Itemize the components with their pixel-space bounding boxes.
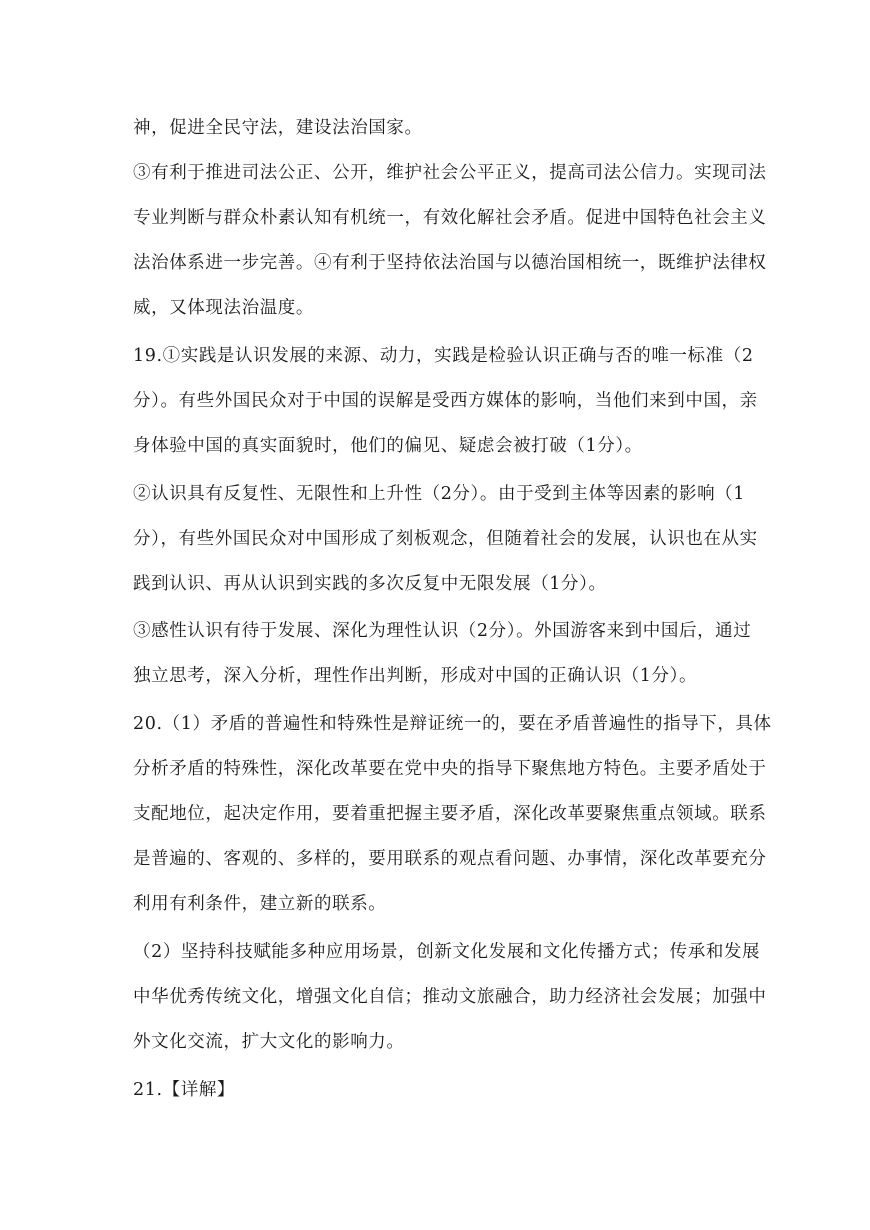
- text-line: 专业判断与群众朴素认知有机统一，有效化解社会矛盾。促进中国特色社会主义: [133, 208, 767, 228]
- text-line: 20.（1）矛盾的普遍性和特殊性是辩证统一的，要在矛盾普遍性的指导下，具体: [133, 714, 772, 734]
- text-line: 践到认识、再从认识到实践的多次反复中无限发展（1分）。: [133, 574, 607, 594]
- text-line: 威，又体现法治温度。: [133, 298, 314, 318]
- section-heading: 21.【详解】: [133, 1080, 236, 1100]
- text-line: ②认识具有反复性、无限性和上升性（2分）。由于受到主体等因素的影响（1: [133, 484, 746, 504]
- text-line: 是普遍的、客观的、多样的，要用联系的观点看问题、办事情，深化改革要充分: [133, 849, 767, 869]
- text-line: 中华优秀传统文化，增强文化自信；推动文旅融合，助力经济社会发展；加强中: [133, 987, 767, 1007]
- text-line: 支配地位，起决定作用，要着重把握主要矛盾，深化改革要聚焦重点领域。联系: [133, 804, 767, 824]
- text-line: ③感性认识有待于发展、深化为理性认识（2分）。外国游客来到中国后，通过: [133, 621, 752, 641]
- text-line: 分析矛盾的特殊性，深化改革要在党中央的指导下聚焦地方特色。主要矛盾处于: [133, 759, 767, 779]
- text-line: 利用有利条件，建立新的联系。: [133, 894, 387, 914]
- text-line: ③有利于推进司法公正、公开，维护社会公平正义，提高司法公信力。实现司法: [133, 163, 767, 183]
- text-line: 独立思考，深入分析，理性作出判断，形成对中国的正确认识（1分）。: [133, 666, 698, 686]
- text-line: 神，促进全民守法，建设法治国家。: [133, 118, 423, 138]
- text-line: 分）。有些外国民众对于中国的误解是受西方媒体的影响，当他们来到中国，亲: [133, 391, 758, 411]
- text-line: 19.①实践是认识发展的来源、动力，实践是检验认识正确与否的唯一标准（2: [133, 346, 754, 366]
- text-line: 分），有些外国民众对中国形成了刻板观念，但随着社会的发展，认识也在从实: [133, 529, 758, 549]
- text-line: 法治体系进一步完善。④有利于坚持依法治国与以德治国相统一，既维护法律权: [133, 253, 767, 273]
- text-line: 身体验中国的真实面貌时，他们的偏见、疑虑会被打破（1分）。: [133, 436, 643, 456]
- text-line: 外文化交流，扩大文化的影响力。: [133, 1032, 405, 1052]
- text-line: （2）坚持科技赋能多种应用场景，创新文化发展和文化传播方式；传承和发展: [133, 942, 761, 962]
